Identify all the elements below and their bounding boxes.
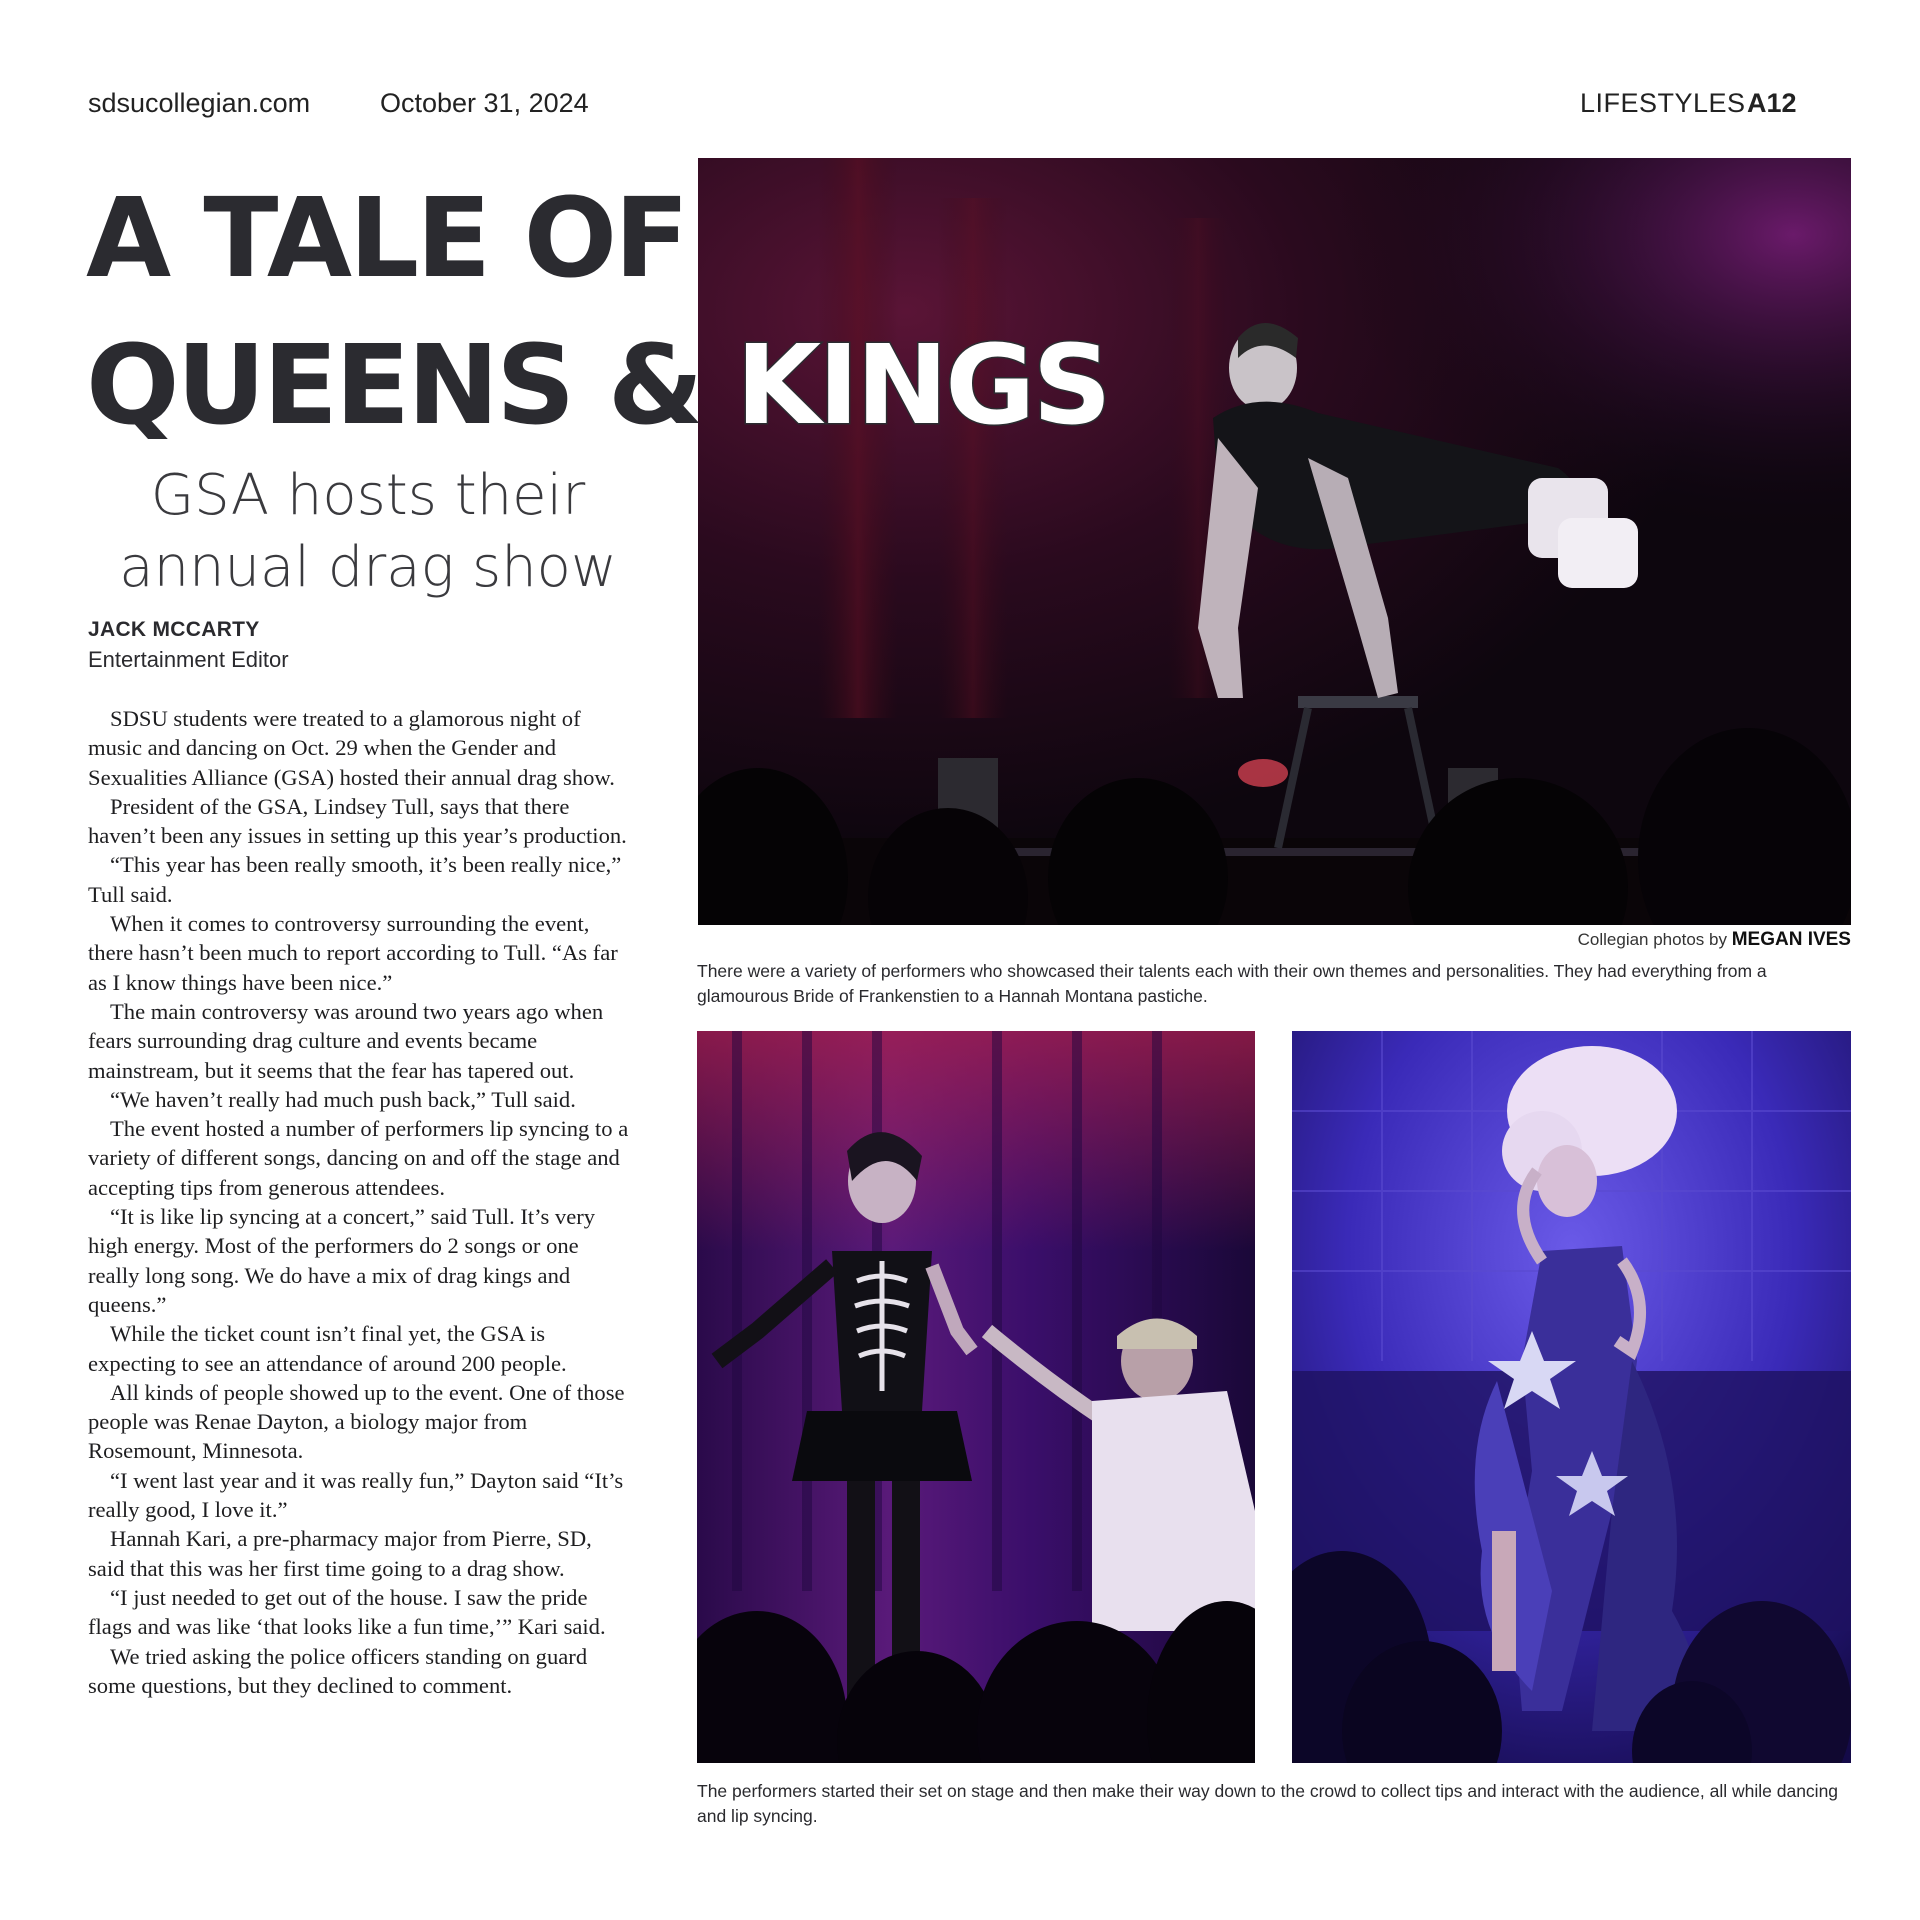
deck-line-1: GSA hosts their bbox=[150, 463, 586, 528]
story-paragraph: “This year has been really smooth, it’s been really nice,” Tull said. bbox=[88, 852, 622, 907]
story-paragraph: Hannah Kari, a pre-pharmacy major from Pierre, SD, said that this was her first time going to a drag show. bbox=[88, 1526, 592, 1581]
page-number: A12 bbox=[1747, 88, 1797, 118]
byline-name: JACK MCCARTY bbox=[88, 618, 260, 641]
story-paragraph: While the ticket count isn’t final yet, the GSA is expecting to see an attendance of around 200 people. bbox=[88, 1321, 567, 1376]
story-paragraph: When it comes to controversy surrounding the event, there hasn’t been much to report according to Tull. “As far as I know things have been nice.” bbox=[88, 911, 618, 995]
issue-date: October 31, 2024 bbox=[380, 88, 589, 118]
story-paragraph: The main controversy was around two years ago when fears surrounding drag culture and events became mainstream, but it seems that the fear has tapered out. bbox=[88, 998, 604, 1083]
story-paragraph: The event hosted a number of performers lip syncing to a variety of different songs, dancing on and off the stage and accepting tips from generous attendees. bbox=[88, 1116, 629, 1200]
top-photo-caption: There were a variety of performers who showcased their talents each with their own themes and personalities. They had everything from a glamourous Bride of Frankenstien to a Hannah Montana pastiche. bbox=[697, 961, 1767, 1006]
purple-gown-performer-photo bbox=[1292, 1031, 1851, 1763]
story-paragraph: SDSU students were treated to a glamorous night of music and dancing on Oct. 29 when the Gender and Sexualities Alliance (GSA) hosted their annual drag show. bbox=[88, 706, 615, 790]
story-body bbox=[88, 704, 633, 1700]
top-performer-photo bbox=[698, 158, 1851, 925]
byline-title: Entertainment Editor bbox=[88, 647, 289, 672]
site-url: sdsucollegian.com bbox=[88, 88, 311, 118]
story-paragraph: All kinds of people showed up to the event. One of those people was Renae Dayton, a biology major from Rosemount, Minnesota. bbox=[88, 1379, 625, 1464]
deck-line-2: annual drag show bbox=[119, 535, 617, 600]
bottom-photos-caption: The performers started their set on stage and then make their way down to the crowd to collect tips and interact with the audience, all while dancing and lip syncing. bbox=[697, 1781, 1839, 1826]
story-paragraph: “I went last year and it was really fun,” Dayton said “It’s really good, I love it.” bbox=[88, 1467, 624, 1523]
photo-credit bbox=[1578, 929, 1851, 951]
section-label: LIFESTYLES bbox=[1580, 88, 1746, 118]
photographer-name: MEGAN IVES bbox=[1731, 929, 1851, 950]
skeleton-performer-photo bbox=[697, 1031, 1255, 1763]
headline-line-2 bbox=[86, 321, 1109, 449]
story-paragraph: “I just needed to get out of the house. I saw the pride flags and was like ‘that looks like a fun time,’” Kari said. bbox=[88, 1584, 606, 1640]
headline-line-2-dark: QUEENS & bbox=[86, 321, 701, 449]
story-paragraph: We tried asking the police officers standing on guard some questions, but they declined to comment. bbox=[88, 1643, 588, 1698]
story-paragraph: “We haven’t really had much push back,” Tull said. bbox=[110, 1086, 576, 1112]
photo-credit-prefix: Collegian photos by bbox=[1577, 930, 1727, 949]
headline-line-2-light: KINGS bbox=[735, 321, 1109, 449]
headline-line-1: A TALE OF bbox=[86, 174, 687, 302]
story-paragraph: “It is like lip syncing at a concert,” said Tull. It’s very high energy. Most of the performers do 2 songs or one really long song. We do have a mix of drag kings and queens.” bbox=[88, 1204, 596, 1317]
story-paragraph: President of the GSA, Lindsey Tull, says that there haven’t been any issues in setting up this year’s production. bbox=[88, 793, 627, 849]
